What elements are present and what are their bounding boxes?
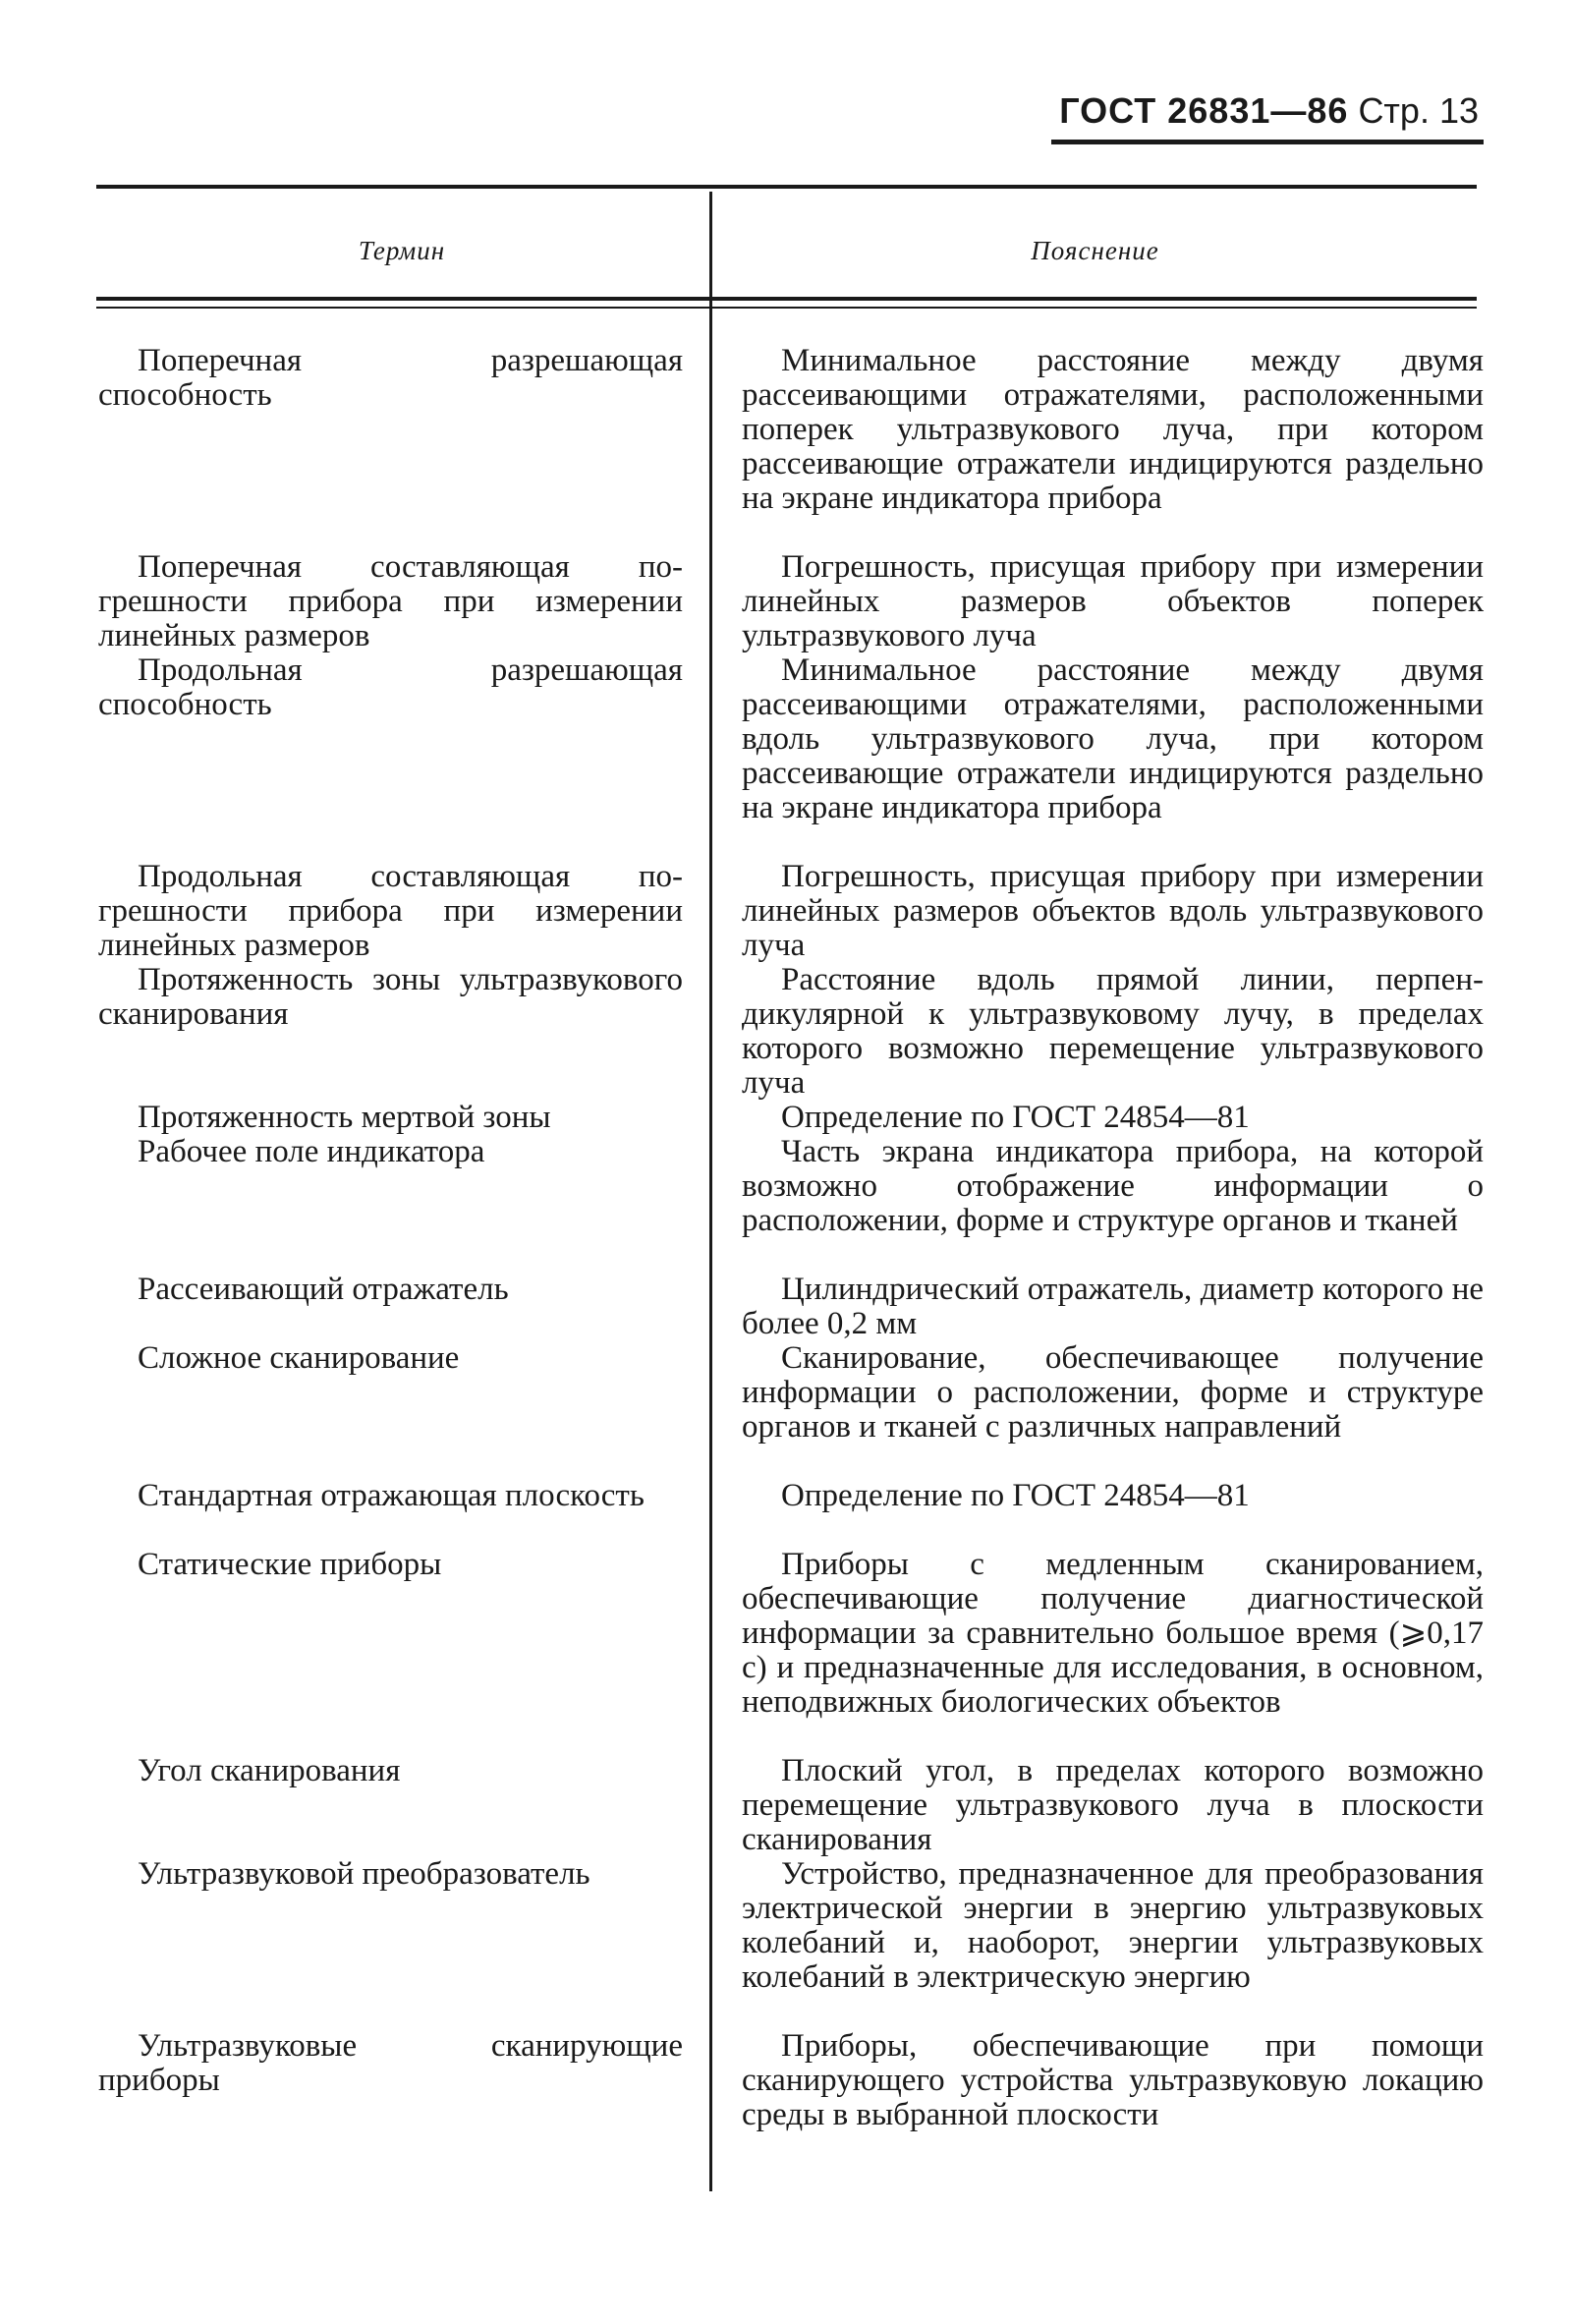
explanation-cell: Определение по ГОСТ 24854—81 — [781, 1478, 1250, 1513]
term-cell: Продольная составляющая погрешности прибора при измерении линейных размеров — [98, 859, 683, 963]
column-header-term: Термин — [358, 236, 446, 265]
term-cell: Угол сканирования — [138, 1753, 401, 1788]
table-row — [98, 860, 1484, 963]
term-cell: Ультразвуковые сканирующие приборы — [98, 2028, 683, 2098]
explanation-cell: Минимальное расстояние между двумя рассеивающими отражателями, расположенными поперек ультразвукового луча, при котором рассеивающие отражатели индицируются раздельно на экране индикатора прибора — [742, 343, 1484, 516]
header-separator-rule-thin — [96, 307, 1477, 309]
explanation-cell: Цилиндрический отражатель, диаметр которого не более 0,2 мм — [742, 1272, 1484, 1341]
table-row — [98, 2029, 1484, 2132]
standard-number: ГОСТ 26831—86 — [1059, 90, 1349, 131]
table-row — [98, 344, 1484, 550]
explanation-cell: Минимальное расстояние между двумя рассеивающими отражателями, расположенными вдоль ультразвукового луча, при котором рассеивающие отражатели индицируются раздельно на экране индикатора прибора — [742, 652, 1484, 825]
table-row — [98, 1273, 1484, 1341]
table-row — [98, 1135, 1484, 1273]
explanation-cell: Устройство, предназначенное для преобразования электрической энергии в энергию ультразвуковых колебаний и, наоборот, энергии ультразвуковых колебаний в электрическую энергию — [742, 1856, 1484, 1995]
column-header-explanation: Пояснение — [1031, 236, 1159, 265]
term-cell: Продольная разрешающая способность — [98, 652, 683, 722]
table-row — [98, 550, 1484, 653]
table-row — [98, 653, 1484, 860]
term-cell: Стандартная отражающая плоскость — [138, 1478, 645, 1513]
explanation-cell: Погрешность, присущая прибору при измерении линейных размеров объектов вдоль ультразвукового луча — [742, 859, 1484, 963]
header-separator-rule — [96, 297, 1477, 301]
table-row — [98, 1101, 1484, 1135]
term-cell: Поперечная составляющая погрешности прибора при измерении линейных размеров — [98, 549, 683, 653]
terms-table — [98, 344, 1484, 2132]
explanation-cell: Сканирование, обеспечивающее получение информации о расположении, форме и структуре органов и тканей с различных направлений — [742, 1340, 1484, 1445]
table-row — [98, 1341, 1484, 1479]
term-cell: Ультразвуковой преобразователь — [138, 1856, 590, 1892]
term-cell: Статические приборы — [138, 1547, 442, 1582]
term-cell: Рассеивающий отражатель — [138, 1272, 509, 1307]
term-cell: Поперечная разрешающая способность — [98, 343, 683, 413]
explanation-cell: Расстояние вдоль прямой линии, перпендикулярной к ультразвуковому лучу, в пределах которого возможно перемещение ультразвукового луча — [742, 962, 1484, 1101]
page-number: Стр. 13 — [1358, 90, 1479, 131]
page-header — [1059, 90, 1479, 132]
header-rule — [1051, 140, 1484, 144]
table-row — [98, 1857, 1484, 2029]
table-row — [98, 963, 1484, 1101]
explanation-cell: Погрешность, присущая прибору при измерении линейных размеров объектов поперек ультразвукового луча — [742, 549, 1484, 653]
table-row — [98, 1479, 1484, 1548]
explanation-cell: Плоский угол, в пределах которого возможно перемещение ультразвукового луча в плоскости сканирования — [742, 1753, 1484, 1857]
term-cell: Протяженность мертвой зоны — [138, 1100, 551, 1135]
explanation-cell: Приборы с медленным сканированием, обеспечивающие получение диагностической информации за сравнительно большое время (⩾0,17 с) и предназначенные для исследования, в основном, неподвижных биологических объектов — [742, 1547, 1484, 1720]
table-top-rule — [96, 185, 1477, 189]
table-row — [98, 1754, 1484, 1857]
term-cell: Протяженность зоны ультразвукового сканирования — [98, 962, 683, 1032]
term-cell: Сложное сканирование — [138, 1340, 460, 1376]
explanation-cell: Определение по ГОСТ 24854—81 — [781, 1100, 1250, 1135]
table-row — [98, 1548, 1484, 1754]
explanation-cell: Приборы, обеспечивающие при помощи сканирующего устройства ультразвуковую локацию среды в выбранной плоскости — [742, 2028, 1484, 2132]
term-cell: Рабочее поле индикатора — [138, 1134, 485, 1169]
explanation-cell: Часть экрана индикатора прибора, на которой возможно отображение информации о расположении, форме и структуре органов и тканей — [742, 1134, 1484, 1238]
